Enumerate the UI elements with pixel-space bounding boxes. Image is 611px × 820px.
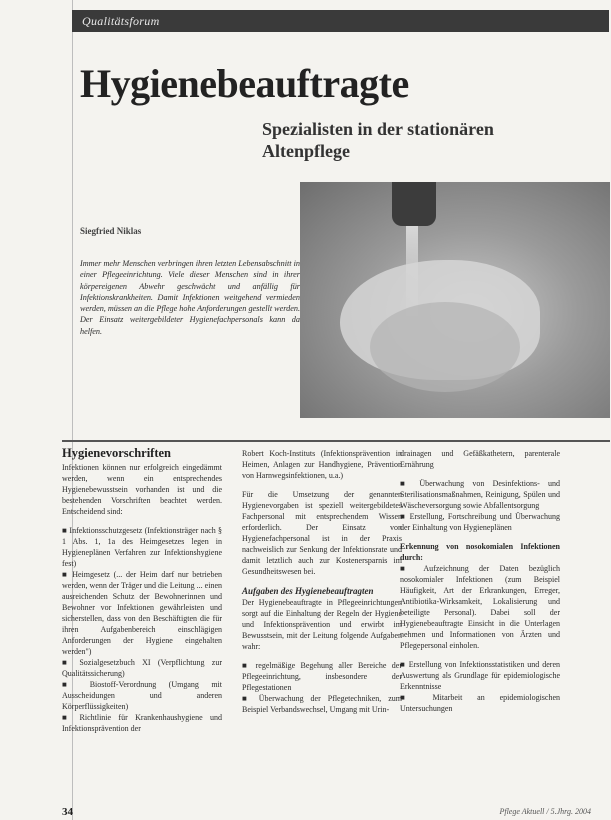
paragraph: drainagen und Gefäßkathetern, parenterale Ernährung [400, 449, 560, 469]
list-item: ■ Sozialgesetzbuch XI (Verpflichtung zur Qualitätssicherung) [62, 658, 222, 678]
section-header [72, 10, 609, 32]
paragraph: Für die Umsetzung der genannten Hygienevorgaben ist speziell weitergebildetes Fachpersonal mit entsprechendem Wissen erforderlich. Der Einsatz von Hygienefachpersonal ist in der Praxis nachweislich zur Senkung der Infektionsrate und damit letztlich auch zur Kostenersparnis im Gesundheitswesen bei. [242, 490, 402, 576]
section-label: Qualitätsforum [82, 14, 160, 28]
list-item: ■ Mitarbeit an epidemiologischen Untersuchungen [400, 693, 560, 713]
intro-text: Immer mehr Menschen verbringen ihren letzten Lebensabschnitt in einer Pflegeeinrichtung. Viele dieser Menschen sind in ihrer körpereigenen Abwehr geschwächt und anfällig für Infektionskrankheiten. Damit Infektionen weitgehend vermieden werden, müssen an die Pflege hohe Anforderungen gestellt werden. Der Einsatz weitergebildeter Hygienefachpersonals kann da helfen. [80, 259, 300, 336]
article-title: Hygienebeauftragte [80, 61, 409, 106]
paragraph: Infektionen können nur erfolgreich eingedämmt werden, wenn ein entsprechendes Hygienebewusstsein vorhanden ist und die bestehenden Vorschriften beachtet werden. Entscheidend sind: [62, 463, 222, 516]
hands-washing-photo [300, 182, 610, 418]
list-item: ■ Aufzeichnung der Daten bezüglich nosokomialer Infektionen (zum Beispiel Häufigkeit, Art der Erkrankungen, Erreger, Antibiotika-Wirksamkeit, Lokalisierung und beteiligte Personal). Dabei soll der Hygienebeauftragte Einsicht in die Unterlagen nehmen und Informationen von Ärzten und Pflegepersonal einholen. [400, 564, 560, 650]
column-3 [400, 448, 560, 714]
paragraph: Der Hygienebeauftragte in Pflegeeinrichtungen sorgt auf die Einhaltung der Regeln der Hygiene und Infektionsprävention und erwirbt im Bewusstsein, mit der Leitung folgende Aufgaben wahr: [242, 598, 402, 651]
divider-rule [62, 440, 610, 442]
section-heading: Hygienevorschriften [62, 446, 172, 460]
author-name: Siegfried Niklas [80, 226, 142, 236]
subsection-heading: Aufgaben des Hygienebeauftragten [242, 586, 374, 596]
list-item: ■ Überwachung der Pflegetechniken, zum Beispiel Verbandswechsel, Umgang mit Urin- [242, 694, 402, 714]
column-1 [62, 448, 222, 734]
hand-shadow [370, 302, 520, 392]
page-number: 34 [62, 806, 73, 818]
list-item: ■ Infektionsschutzgesetz (Infektionsträger nach § 1 Abs. 1, 1a des Heimgesetzes legen in Hygieneplänen Verfahren zur Infektionshygiene fest) [62, 526, 223, 568]
list-item: ■ Überwachung von Desinfektions- und Sterilisationsmaßnahmen, Reinigung, Spülen und Wäscheversorgung sowie Abfallentsorgung [400, 479, 560, 510]
publication-source: Pflege Aktuell / 5.Jhrg. 2004 [499, 807, 591, 816]
column-2 [242, 448, 402, 715]
article-subtitle: Spezialisten in der stationären Altenpflege [262, 119, 494, 161]
list-item: ■ Heimgesetz (... der Heim darf nur betrieben werden, wenn der Träger und die Leitung ... einen ausreichenden Schutz der Bewohnerinnen und Bewohner vor Infektionen gewährleisten und sicherstellen, dass von den Beschäftigten die für ihren Aufgabenbereich einschlägigen Anforderungen der Hygiene eingehalten werden") [62, 570, 222, 656]
list-item: ■ regelmäßige Begehung aller Bereiche der Pflegeeinrichtung, insbesondere der Pflegestationen [242, 661, 402, 692]
list-item: ■ Biostoff-Verordnung (Umgang mit Ausscheidungen und anderen Körperflüssigkeiten) [62, 680, 222, 711]
list-item: ■ Erstellung von Infektionsstatistiken und deren Auswertung als Grundlage für epidemiologische Erkenntnisse [400, 660, 560, 691]
paragraph: Robert Koch-Instituts (Infektionsprävention in Heimen, Anlagen zur Handhygiene, Prävention von Harnwegsinfektionen, u.a.) [242, 449, 402, 480]
list-item: ■ Richtlinie für Krankenhaushygiene und Infektionsprävention der [62, 713, 222, 733]
subsection-heading: Erkennung von nosokomialen Infektionen durch: [400, 542, 560, 562]
list-item: ■ Erstellung, Fortschreibung und Überwachung der Einhaltung von Hygieneplänen [400, 512, 560, 532]
faucet-shape [392, 182, 436, 226]
